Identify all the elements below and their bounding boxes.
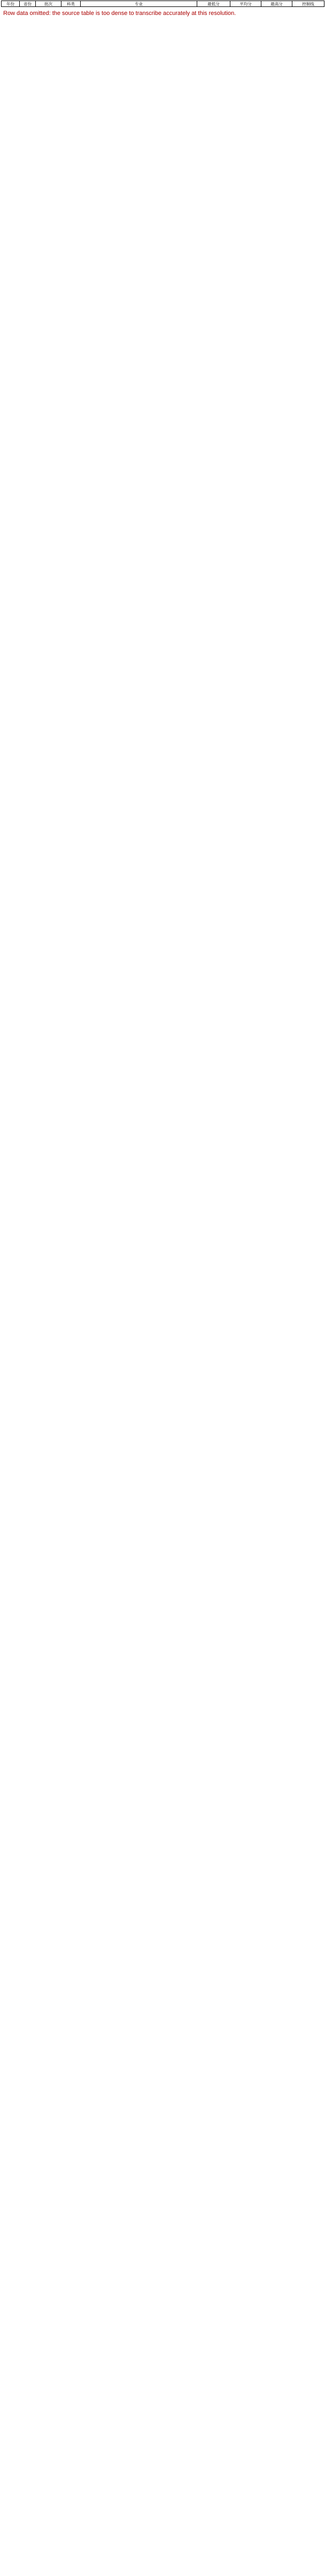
header-control-line: 控制线 [292, 1, 324, 7]
transcription-note: Row data omitted: the source table is too dense to transcribe accurately at this resolution. [3, 10, 236, 17]
header-batch: 批次 [36, 1, 61, 7]
admission-score-document [0, 0, 325, 20]
header-major: 专业 [81, 1, 197, 7]
header-max-score: 最高分 [261, 1, 292, 7]
header-category: 科类 [61, 1, 81, 7]
header-min-score: 最低分 [197, 1, 230, 7]
header-year: 年份 [2, 1, 20, 7]
header-avg-score: 平均分 [230, 1, 261, 7]
header-province: 省份 [20, 1, 36, 7]
admission-score-table [1, 1, 324, 7]
table-header-row [2, 1, 324, 7]
